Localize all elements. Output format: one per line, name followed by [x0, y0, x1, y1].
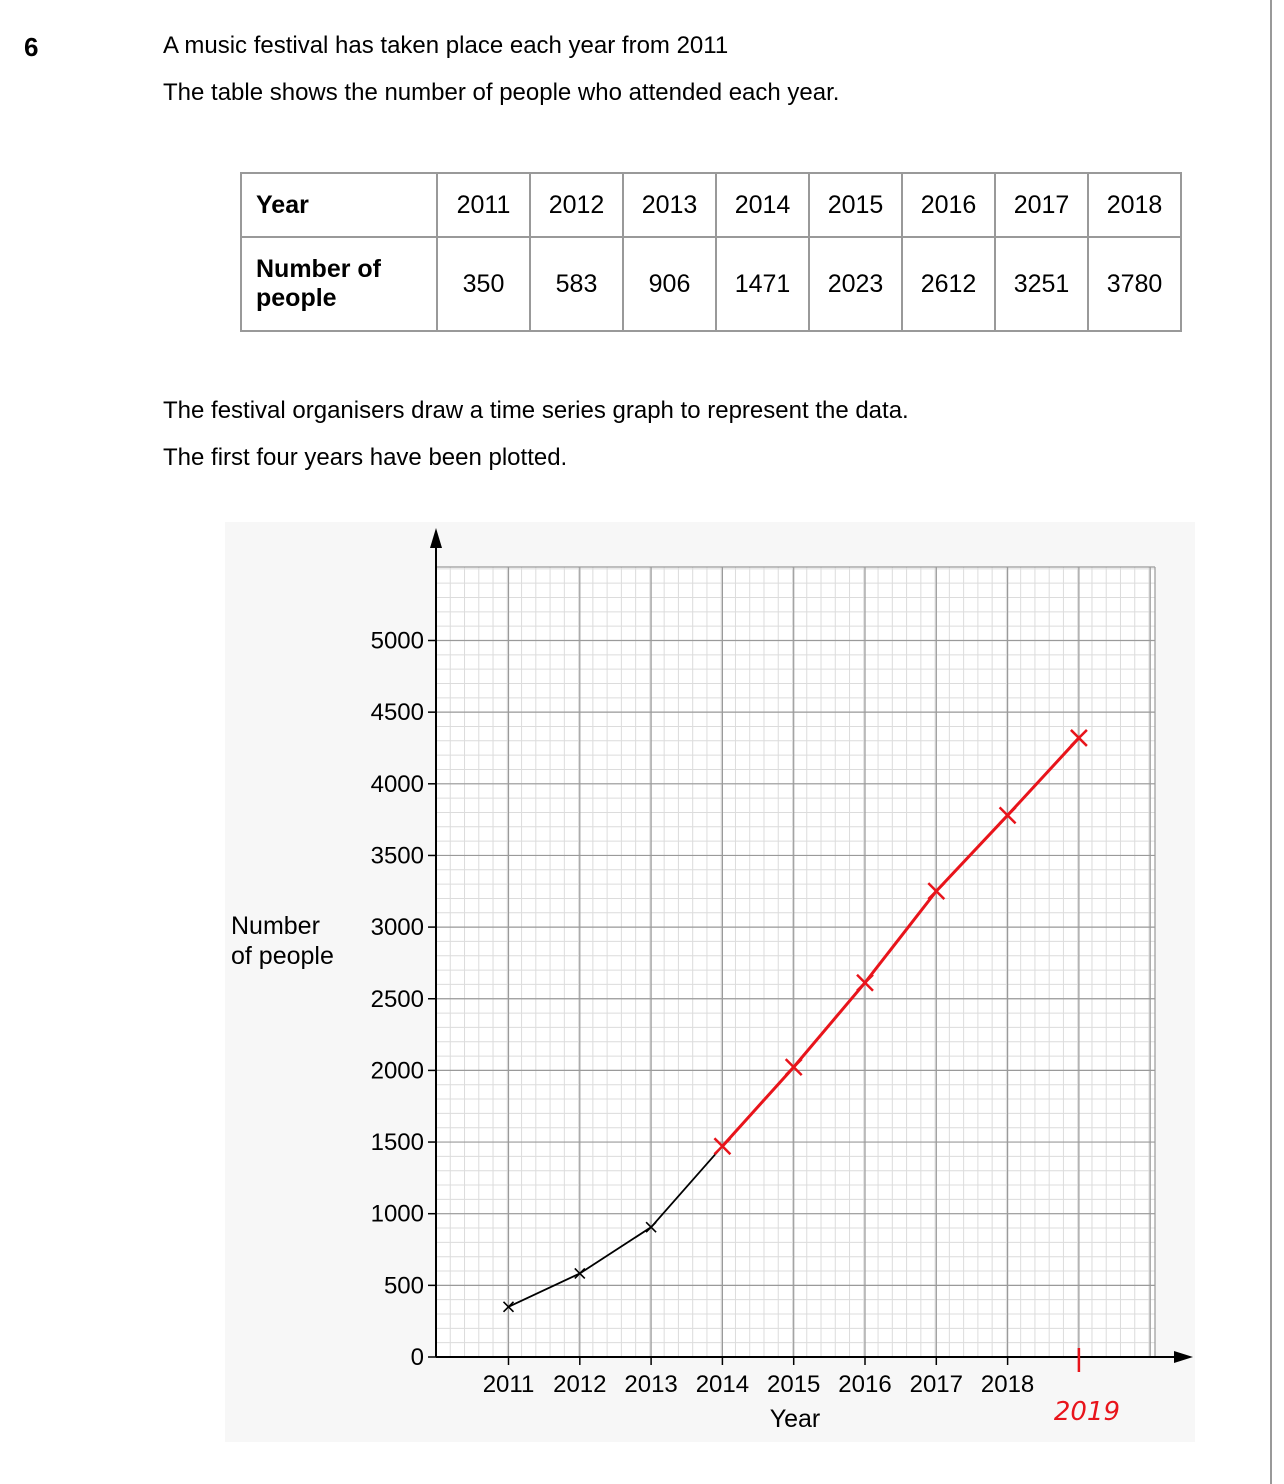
- table-cell: 3251: [995, 237, 1088, 331]
- people-header: [241, 237, 437, 331]
- x-axis-label: Year: [769, 1405, 821, 1433]
- x-tick-label: 2014: [695, 1371, 750, 1398]
- question-number: 6: [24, 32, 39, 62]
- table-cell: 2612: [902, 237, 995, 331]
- graph-text-line-1: The festival organisers draw a time series graph to represent the data.: [163, 397, 909, 424]
- y-tick-label: 1500: [370, 1129, 424, 1157]
- y-axis-label-line1: Number: [231, 912, 320, 940]
- table-cell: 2011: [437, 173, 530, 237]
- y-tick-label: 5000: [370, 627, 424, 655]
- table-cell: 2018: [1088, 173, 1181, 237]
- attendance-table: [240, 172, 1182, 332]
- y-tick-label: 4000: [370, 770, 424, 798]
- table-row-people: [241, 237, 1181, 331]
- table-cell: 2016: [902, 173, 995, 237]
- x-tick-label: 2017: [909, 1371, 963, 1398]
- x-tick-label: 2018: [980, 1371, 1035, 1398]
- table-cell: 2017: [995, 173, 1088, 237]
- table-cell: 1471: [716, 237, 809, 331]
- graph-text-line-2: The first four years have been plotted.: [163, 444, 568, 471]
- year-header: Year: [241, 173, 437, 237]
- table-cell: 3780: [1088, 237, 1181, 331]
- y-tick-label: 2000: [370, 1057, 424, 1085]
- y-tick-label: 2500: [370, 985, 424, 1013]
- y-tick-label: 0: [410, 1344, 424, 1371]
- y-tick-label: 3000: [370, 914, 424, 942]
- table-cell: 350: [437, 237, 530, 331]
- y-tick-label: 4500: [370, 699, 424, 727]
- x-tick-label: 2015: [767, 1371, 821, 1398]
- x-tick-label: 2016: [838, 1371, 892, 1398]
- intro-line-1: A music festival has taken place each year from 2011: [163, 32, 729, 59]
- people-header-line2: people: [256, 284, 337, 312]
- table-cell: 2023: [809, 237, 902, 331]
- table-cell: 2012: [530, 173, 623, 237]
- y-tick-label: 1000: [370, 1200, 424, 1228]
- intro-line-2: The table shows the number of people who attended each year.: [163, 79, 840, 106]
- table-cell: 906: [623, 237, 716, 331]
- table-cell: 583: [530, 237, 623, 331]
- table-cell: 2015: [809, 173, 902, 237]
- people-header-line1: Number of: [256, 255, 381, 283]
- x-tick-label: 2012: [553, 1371, 607, 1398]
- y-tick-label: 3500: [370, 842, 424, 870]
- annotation-label: 2019: [1053, 1397, 1120, 1427]
- time-series-graph: [0, 500, 1284, 1484]
- y-axis-label-line2: of people: [231, 942, 334, 970]
- x-tick-label: 2013: [624, 1371, 678, 1398]
- y-tick-label: 500: [383, 1272, 424, 1300]
- grid-area: [436, 567, 1155, 1357]
- table-row-year: [241, 173, 1181, 237]
- x-tick-label: 2011: [482, 1371, 535, 1398]
- table-cell: 2013: [623, 173, 716, 237]
- table-cell: 2014: [716, 173, 809, 237]
